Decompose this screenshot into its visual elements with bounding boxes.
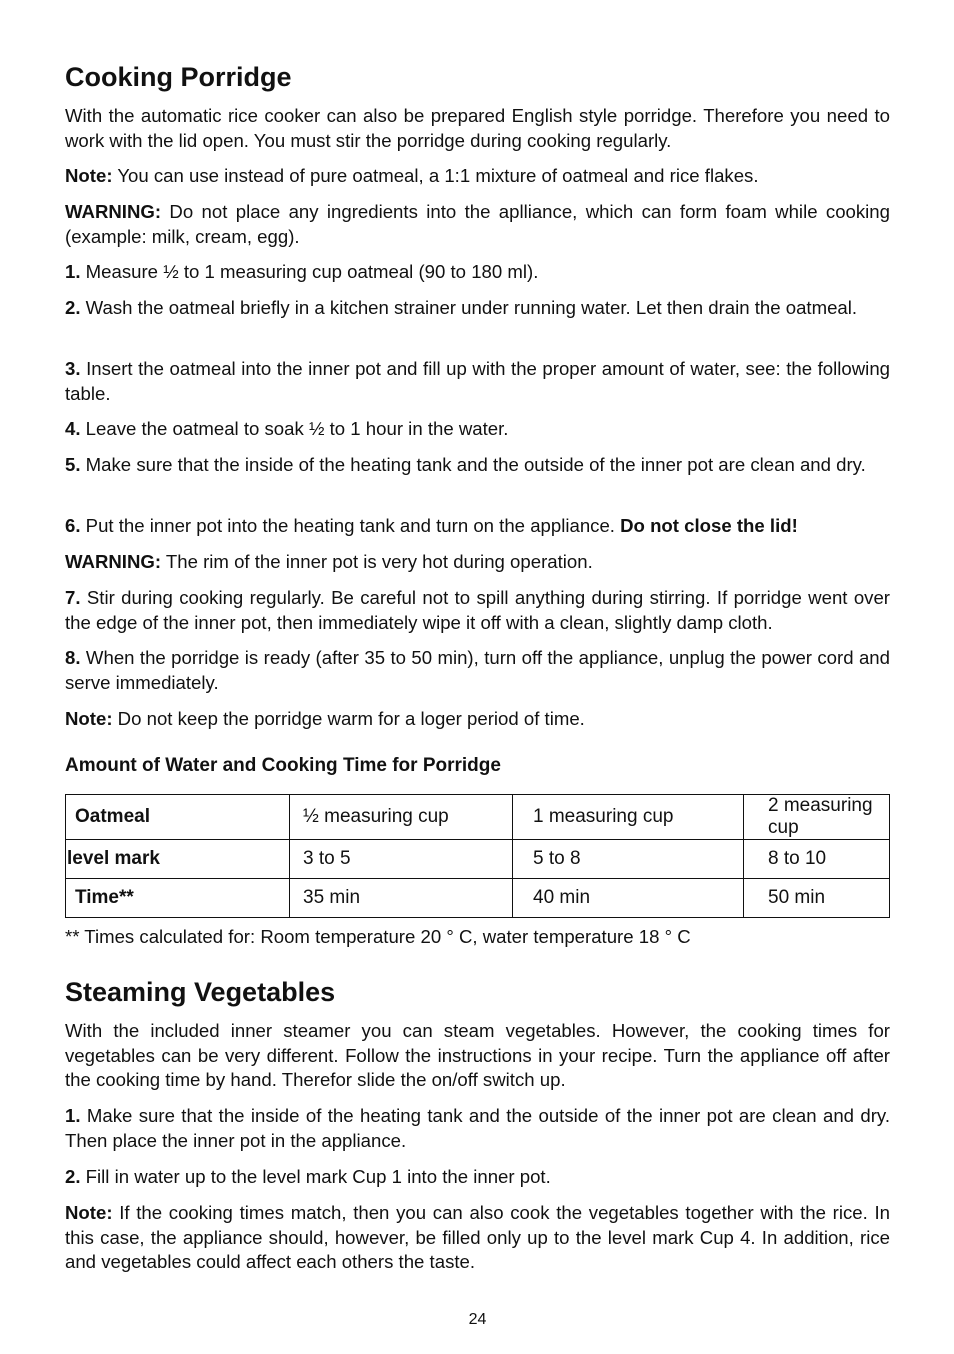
step-text: Stir during cooking regularly. Be careful not to spill anything during stirring. If porridge went over the edge of the inner pot, then immediately wipe it off with a clean, slightly damp cloth. xyxy=(65,587,890,633)
porridge-table xyxy=(65,794,890,918)
table-cell: 2 measuring cup xyxy=(744,795,890,840)
step-text: Fill in water up to the level mark Cup 1 into the inner pot. xyxy=(80,1166,551,1187)
table-cell: ½ measuring cup xyxy=(290,795,513,840)
note-text: Do not keep the porridge warm for a loger period of time. xyxy=(112,708,585,729)
section-title-porridge: Cooking Porridge xyxy=(65,62,292,92)
note-label: Note: xyxy=(65,708,113,729)
warning-text: The rim of the inner pot is very hot during operation. xyxy=(161,551,593,572)
warning-label: WARNING: xyxy=(65,551,162,572)
table-row-header: level mark xyxy=(66,840,290,879)
table-cell: 3 to 5 xyxy=(290,840,513,879)
table-row xyxy=(66,879,890,918)
step-7 xyxy=(65,586,890,635)
steaming-step-1 xyxy=(65,1104,890,1153)
step-6 xyxy=(65,514,890,539)
step-number: 5. xyxy=(65,454,81,475)
steaming-note xyxy=(65,1201,890,1275)
step-text: Make sure that the inside of the heating tank and the outside of the inner pot are clean and dry. xyxy=(80,454,866,475)
table-cell: 5 to 8 xyxy=(513,840,744,879)
step-text: Leave the oatmeal to soak ½ to 1 hour in the water. xyxy=(80,418,509,439)
table-cell: 1 measuring cup xyxy=(513,795,744,840)
note-text: If the cooking times match, then you can also cook the vegetables together with the rice. In this case, the appliance should, however, be filled only up to the level mark Cup 4. In addition, rice and vegetables could affect each others the taste. xyxy=(65,1202,890,1272)
step-text: Wash the oatmeal briefly in a kitchen strainer under running water. Let then drain the oatmeal. xyxy=(80,297,858,318)
table-row-header: Oatmeal xyxy=(66,795,290,840)
step-4 xyxy=(65,417,890,442)
step-number: 7. xyxy=(65,587,81,608)
steaming-intro: With the included inner steamer you can steam vegetables. However, the cooking times for vegetables can be very different. Follow the instructions in your recipe. Turn the appliance off after the cooking time by hand. Therefor slide the on/off switch up. xyxy=(65,1020,890,1090)
porridge-warning-2 xyxy=(65,550,890,575)
step-number: 3. xyxy=(65,358,81,379)
step-text: Insert the oatmeal into the inner pot and fill up with the proper amount of water, see: the following table. xyxy=(65,358,890,404)
step-3 xyxy=(65,357,890,406)
warning-text: Do not place any ingredients into the aplliance, which can form foam while cooking (example: milk, cream, egg). xyxy=(65,201,890,247)
step-number: 1. xyxy=(65,261,81,282)
page-number: 24 xyxy=(468,1311,487,1328)
note-text: You can use instead of pure oatmeal, a 1:1 mixture of oatmeal and rice flakes. xyxy=(112,165,759,186)
table-title: Amount of Water and Cooking Time for Porridge xyxy=(65,755,501,776)
table-cell: 40 min xyxy=(513,879,744,918)
warning-label: WARNING: xyxy=(65,201,162,222)
section-title-steaming: Steaming Vegetables xyxy=(65,977,336,1007)
note-label: Note: xyxy=(65,1202,113,1223)
table-cell: 50 min xyxy=(744,879,890,918)
step-text: Measure ½ to 1 measuring cup oatmeal (90 to 180 ml). xyxy=(80,261,539,282)
step-number: 2. xyxy=(65,1166,81,1187)
step-number: 4. xyxy=(65,418,81,439)
step-number: 1. xyxy=(65,1105,81,1126)
porridge-warning-1 xyxy=(65,200,890,249)
table-row-header: Time** xyxy=(66,879,290,918)
step-2 xyxy=(65,296,890,321)
step-text: Make sure that the inside of the heating tank and the outside of the inner pot are clean and dry. Then place the inner pot in the appliance. xyxy=(65,1105,890,1151)
step-text: When the porridge is ready (after 35 to 50 min), turn off the appliance, unplug the power cord and serve immediately. xyxy=(65,647,890,693)
step-number: 8. xyxy=(65,647,81,668)
step-number: 6. xyxy=(65,515,81,536)
steaming-step-2 xyxy=(65,1165,890,1190)
table-footnote: ** Times calculated for: Room temperature 20 ° C, water temperature 18 ° C xyxy=(65,926,691,947)
table-cell: 35 min xyxy=(290,879,513,918)
step-8 xyxy=(65,646,890,695)
note-label: Note: xyxy=(65,165,113,186)
step-1 xyxy=(65,260,890,285)
step-text: Put the inner pot into the heating tank and turn on the appliance. xyxy=(80,515,621,536)
porridge-intro: With the automatic rice cooker can also be prepared English style porridge. Therefore you need to work with the lid open. You must stir the porridge during cooking regularly. xyxy=(65,105,890,151)
step-emphasis: Do not close the lid! xyxy=(620,515,798,536)
table-row xyxy=(66,840,890,879)
table-row xyxy=(66,795,890,840)
step-5 xyxy=(65,453,890,478)
step-number: 2. xyxy=(65,297,81,318)
porridge-note-1 xyxy=(65,164,890,189)
table-cell: 8 to 10 xyxy=(744,840,890,879)
porridge-note-2 xyxy=(65,707,890,732)
